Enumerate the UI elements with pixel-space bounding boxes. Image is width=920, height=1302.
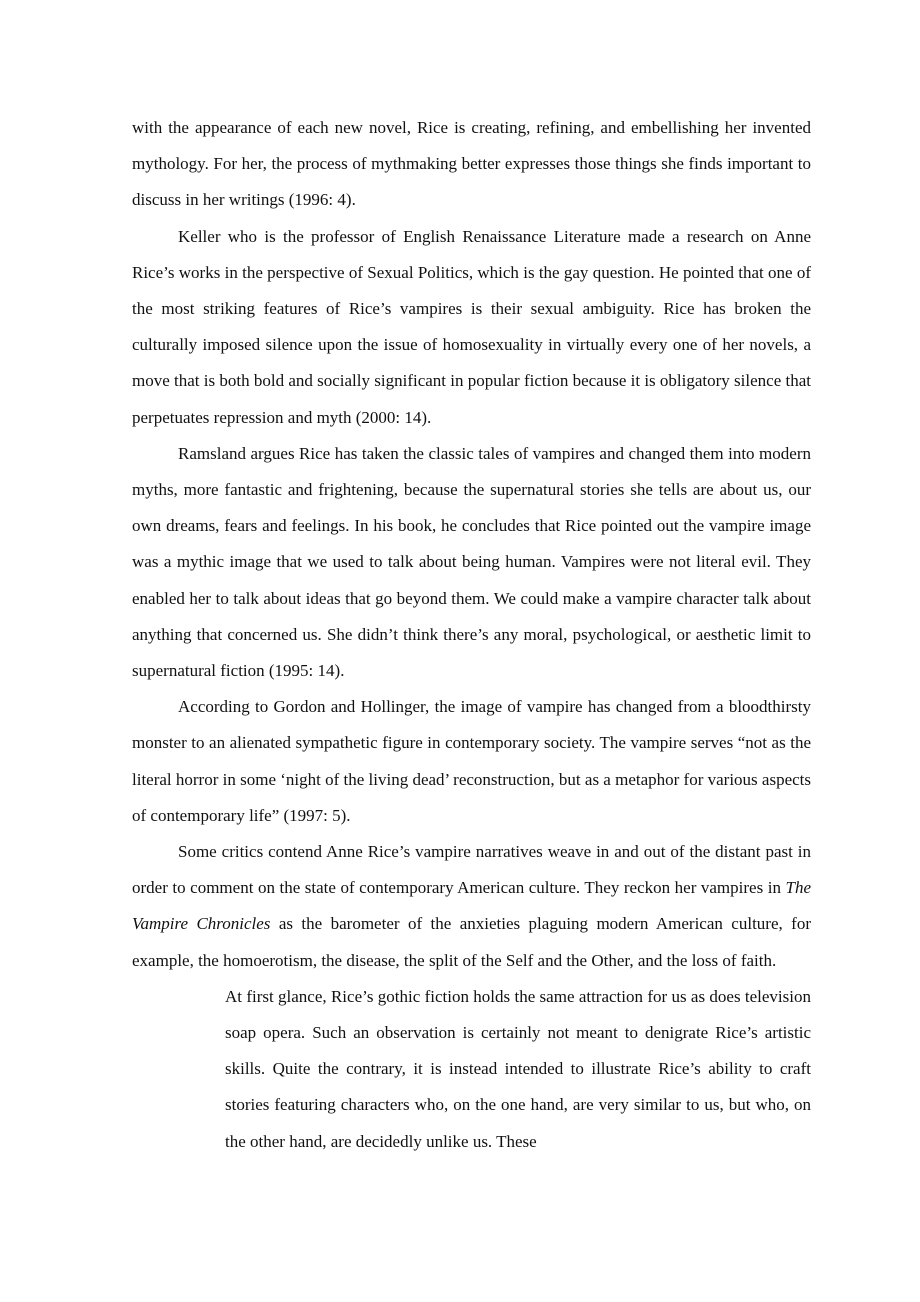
book-title: The Vampire Chronicles	[132, 878, 811, 934]
paragraph-ramsland: Ramsland argues Rice has taken the classic tales of vampires and changed them into modern myths, more fantastic and frightening, because the supernatural stories she tells are about us, our own dreams, fears and feelings. In his book, he concludes that Rice pointed out the vampire image was a mythic image that we used to talk about being human. Vampires were not literal evil. They enabled her to talk about ideas that go beyond them. We could make a vampire character talk about anything that concerned us. She didn’t think there’s any moral, psychological, or aesthetic limit to supernatural fiction (1995: 14).	[132, 443, 811, 681]
paragraph-keller: Keller who is the professor of English Renaissance Literature made a research on Anne Rice’s works in the perspective of Sexual Politics, which is the gay question. He pointed that one of the most striking features of Rice’s vampires is their sexual ambiguity. Rice has broken the culturally imposed silence upon the issue of homosexuality in virtually every one of her novels, a move that is both bold and socially significant in popular fiction because it is obligatory silence that perpetuates repression and myth (2000: 14).	[132, 226, 811, 427]
paragraph-continuation: with the appearance of each new novel, Rice is creating, refining, and embellishing her invented mythology. For her, the process of mythmaking better expresses those things she finds important to discuss in her writings (1996: 4).	[132, 118, 811, 210]
paragraph-critics-after: as the barometer of the anxieties plaguing modern American culture, for example, the homoerotism, the disease, the split of the Self and the Other, and the loss of faith.	[132, 914, 811, 970]
block-quote: At first glance, Rice’s gothic fiction holds the same attraction for us as does television soap opera. Such an observation is certainly not meant to denigrate Rice’s artistic skills. Quite the contrary, it is instead intended to illustrate Rice’s ability to craft stories featuring characters who, on the one hand, are very similar to us, but who, on the other hand, are decidedly unlike us. These	[225, 986, 811, 1151]
paragraph-gordon-hollinger: According to Gordon and Hollinger, the image of vampire has changed from a bloodthirsty monster to an alienated sympathetic figure in contemporary society. The vampire serves “not as the literal horror in some ‘night of the living dead’ reconstruction, but as a metaphor for various aspects of contemporary life” (1997: 5).	[132, 697, 812, 825]
document-page	[132, 110, 811, 1160]
paragraph-critics-before: Some critics contend Anne Rice’s vampire narratives weave in and out of the distant past in order to comment on the state of contemporary American culture. They reckon her vampires in	[132, 842, 811, 898]
paragraph-critics	[132, 834, 811, 979]
